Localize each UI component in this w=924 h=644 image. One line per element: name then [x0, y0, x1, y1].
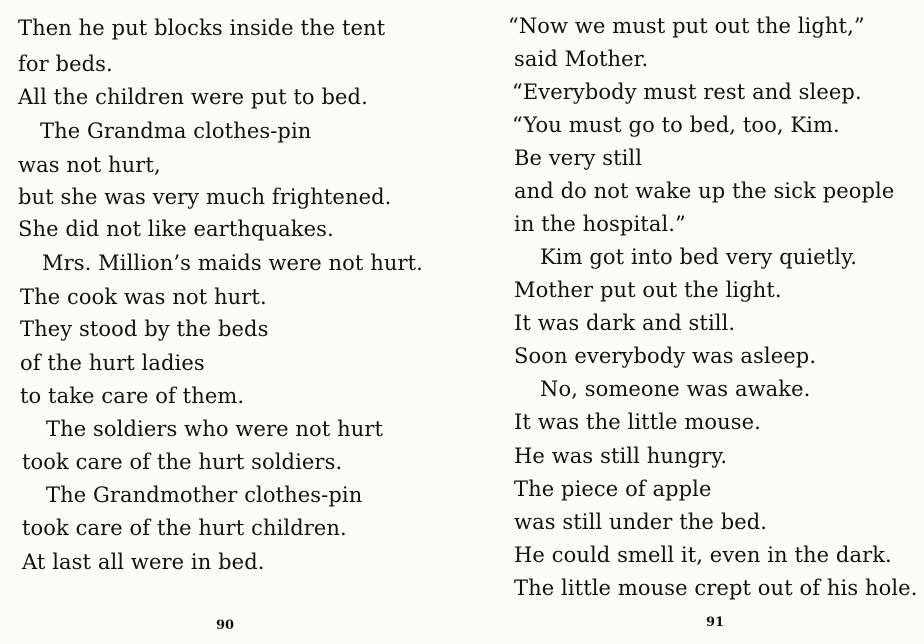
text-line: Soon everybody was asleep.	[514, 344, 817, 368]
text-line: was not hurt,	[18, 153, 161, 177]
text-line: Kim got into bed very quietly.	[540, 245, 858, 269]
text-line: of the hurt ladies	[20, 351, 205, 375]
text-line: At last all were in bed.	[22, 550, 265, 574]
text-line: and do not wake up the sick people	[514, 179, 895, 203]
text-line: Mother put out the light.	[514, 278, 782, 302]
text-line: He could smell it, even in the dark.	[514, 543, 892, 567]
text-line: “You must go to bed, too, Kim.	[512, 113, 840, 137]
text-line: to take care of them.	[20, 384, 245, 408]
text-line: was still under the bed.	[514, 510, 768, 534]
text-line: in the hospital.”	[514, 212, 686, 236]
text-line: “Everybody must rest and sleep.	[512, 80, 862, 104]
right-page	[462, 0, 924, 644]
text-line: They stood by the beds	[20, 317, 269, 341]
text-line: No, someone was awake.	[540, 377, 811, 401]
text-line: took care of the hurt children.	[22, 516, 347, 540]
text-line: took care of the hurt soldiers.	[22, 450, 343, 474]
text-line: Then he put blocks inside the tent	[18, 16, 386, 40]
text-line: It was dark and still.	[514, 311, 736, 335]
text-line: said Mother.	[514, 47, 649, 71]
text-line: Mrs. Million’s maids were not hurt.	[42, 251, 423, 275]
text-line: “Now we must put out the light,”	[508, 14, 865, 38]
text-line: It was the little mouse.	[514, 410, 761, 434]
text-line: The piece of apple	[514, 477, 712, 501]
text-line: He was still hungry.	[514, 444, 728, 468]
text-line: All the children were put to bed.	[18, 85, 368, 109]
page-number: 90	[216, 618, 235, 633]
text-line: The Grandma clothes-pin	[40, 119, 312, 143]
text-line: for beds.	[18, 52, 113, 76]
text-line: The little mouse crept out of his hole.	[514, 576, 918, 600]
text-line: The cook was not hurt.	[20, 285, 267, 309]
page-number: 91	[706, 615, 725, 630]
text-line: but she was very much frightened.	[18, 185, 392, 209]
text-line: The soldiers who were not hurt	[46, 417, 384, 441]
text-line: Be very still	[514, 146, 643, 170]
text-line: She did not like earthquakes.	[18, 217, 334, 241]
text-line: The Grandmother clothes-pin	[46, 483, 363, 507]
